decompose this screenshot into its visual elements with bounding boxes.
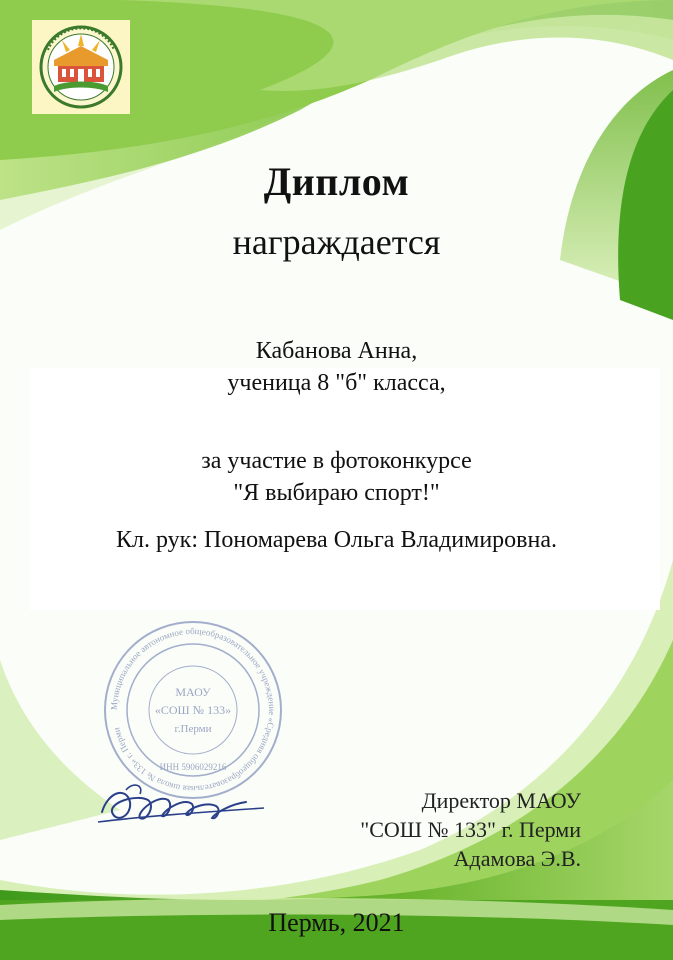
stamp-school-name: «СОШ № 133» (154, 703, 232, 717)
stamp-ring-text: Муниципальное автономное общеобразовательное учреждение «Средняя общеобразовательная школа № 133» г. Перми (108, 625, 278, 795)
school-emblem-icon (32, 20, 130, 114)
school-logo (32, 20, 130, 114)
stamp-org-type: МАОУ (175, 685, 211, 699)
class-teacher: Кл. рук: Пономарева Ольга Владимировна. (115, 527, 557, 553)
diploma-title: Диплом (263, 159, 410, 204)
recipient-name: Кабанова Анна, (255, 338, 418, 364)
signatory-block (360, 786, 581, 873)
city-year: Пермь, 2021 (268, 908, 405, 937)
stamp-inn: ИНН 5906029216 (159, 762, 227, 772)
diploma-subtitle: награждается (232, 222, 441, 262)
signatory-position-line2: "СОШ № 133" г. Перми (360, 817, 581, 842)
award-reason: за участие в фотоконкурсе (201, 448, 472, 474)
recipient-grade: ученица 8 "б" класса, (227, 370, 446, 396)
contest-name: "Я выбираю спорт!" (233, 480, 440, 506)
signatory-name: Адамова Э.В. (453, 846, 581, 871)
director-signature (96, 772, 266, 836)
signatory-position-line1: Директор МАОУ (421, 788, 581, 813)
stamp-city: г.Перми (174, 723, 212, 735)
